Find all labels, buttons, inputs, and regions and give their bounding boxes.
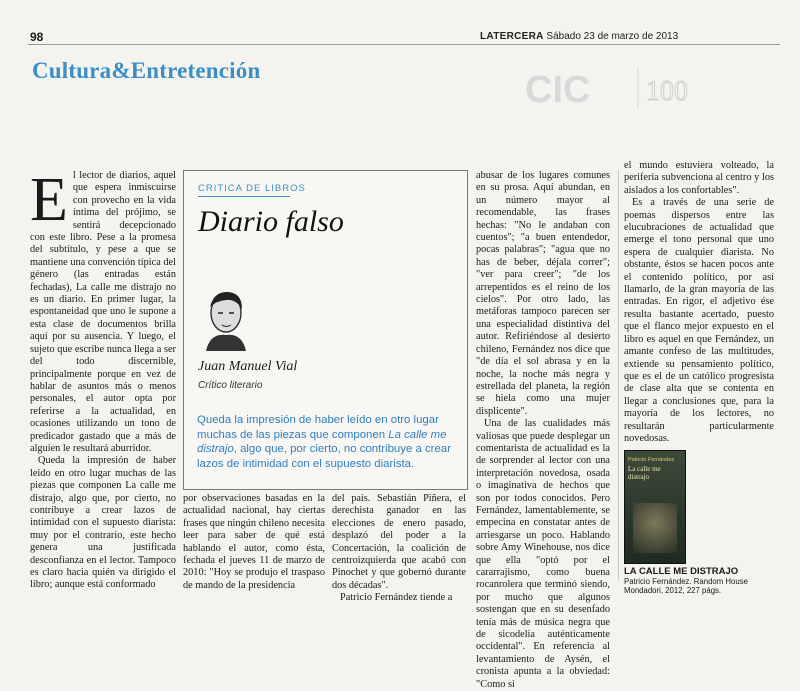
- masthead-brand: LATERCERA: [480, 31, 544, 42]
- cover-art: [633, 503, 677, 553]
- header-rule: [28, 44, 780, 45]
- column-divider: [618, 170, 619, 580]
- book-cover-title: La calle me distrajo: [628, 465, 661, 481]
- book-cover-author: Patricio Fernández: [628, 457, 675, 463]
- logo-number: 100: [646, 76, 688, 107]
- pull-quote: [197, 413, 462, 471]
- body-column-4: [476, 170, 610, 691]
- paragraph: del país. Sebastián Piñera, el derechista ganador en las elecciones de enero pasado, desplazó del poder a la Concertación, la coalición de centroizquierda que acabó con Pinochet y que gobernó durante dos décadas".: [332, 493, 466, 591]
- book-title: LA CALLE ME DISTRAJO: [624, 566, 739, 577]
- kicker: CRITICA DE LIBROS: [198, 183, 306, 194]
- masthead-date: Sábado 23 de marzo de 2013: [546, 31, 679, 42]
- logo-text: CIC: [525, 69, 591, 110]
- headline: Diario falso: [198, 205, 344, 238]
- paragraph: l lector de diarios, aquel que espera inmiscuirse con provecho en la vida íntima del prójimo, se sentirá decepcionado con este libro. Pese a la promesa del subtítulo, y pese a que se mantiene una convención típica del género (las entradas están fechadas), La calle me distrajo no es un diario. En primer lugar, la espontaneidad que uno le supone a esta clase de documentos brilla aquí por su ausencia. Y luego, el sujeto que escribe nunca llega a ser del todo discernible, principalmente porque en vez de hablar de asuntos más o menos personales, el autor opta por referirse a la actualidad, en ocasiones utilizando un tono de predicador gastado que a más de alguien le resultará aburridor.: [30, 170, 176, 454]
- body-column-1: [30, 166, 176, 592]
- author-role: Crítico literario: [198, 380, 263, 391]
- pull-quote-text: Queda la impresión de haber leído en otro lugar muchas de las piezas que componen: [197, 414, 439, 441]
- paragraph: Patricio Fernández tiende a: [340, 592, 453, 604]
- body-column-2: [183, 493, 325, 592]
- masthead: [480, 31, 678, 42]
- pull-quote-text-end: , algo que, por cierto, no contribuye a crear lazos de intimidad con el supuesto diarista.: [197, 443, 451, 470]
- paragraph: por observaciones basadas en la actualidad nacional, hay ciertas frases que ningún chileno necesita leer para saber de qué está hablando el autor, como ésta, fechada el jueves 11 de marzo de 2010: "Hoy se produjo el traspaso de mando de la presidencia: [183, 493, 325, 591]
- drop-cap: E: [30, 166, 68, 234]
- paragraph: abusar de los lugares comunes en su prosa. Aquí abundan, en un número mayor al recomendable, las frases hechas: "No le andaban con cuentos"; "a buen entendedor, pocas palabras"; "agua que no has de beber, déjala correr"; "ver para creer"; "de los arrepentidos es el reino de los cielos". Por otro lado, las metáforas tampoco parecen ser una especialidad distintiva del autor. Refiriéndose al desierto chileno, Fernández nos dice que "de día el sol abrasa y en la noche, la noche más negra y estrellada del planeta, la región se hiela como una mujer displicente".: [476, 170, 610, 417]
- section-title: Cultura&Entretención: [32, 58, 261, 83]
- page-number: 98: [30, 30, 44, 44]
- paragraph: Es a través de una serie de poemas dispersos entre las elucubraciones de actualidad que emerge el tono personal que uno espera de cualquier diarista. No obstante, éstos se hacen pocos ante el contenido político, por así llamarlo, de la gran mayoría de las entradas. En rigor, el adjetivo ése resulta bastante acertado, puesto que el flanco mejor expuesto en el libro es aquel en que Fernández, un amante confeso de las multitudes, extiende su pensamiento político, que es el de un católico progresista de clase alta que se contenta en llegar a conclusiones que, para la mayoría de los lectores, no resultarán particularmente novedosas.: [624, 197, 774, 444]
- book-info: Patricio Fernández. Random House Mondadori, 2012, 227 págs.: [624, 577, 748, 595]
- author-name: Juan Manuel Vial: [198, 359, 298, 374]
- paragraph: el mundo estuviera volteado, la periferia subvenciona al centro y los aislados a los confortables".: [624, 160, 774, 196]
- pull-quote-title: La calle me distrajo: [197, 428, 447, 455]
- book-cover-image: [624, 450, 686, 564]
- body-column-5: [624, 160, 774, 445]
- paragraph: Una de las cualidades más valiosas que puede desplegar un comentarista de actualidad es la de sorprender al lector con una interpretación novedosa, osada o imaginativa de hechos que son por todos conocidos. Pero Fernández, lamentablemente, se empecina en constatar antes de arriesgarse un poco. Hablando sobre Amy Winehouse, nos dice que ella "optó por el cararrajismo, como buena rocanrolera que terminó siendo, por mucho que algunos sostengan que en su desenfado tenía más de música negra que de sicodelia auténticamente occidental". En referencia al levantamiento de Aysén, el cronista apunta a la obviedad: "Como si: [476, 418, 610, 690]
- kicker-rule: [198, 196, 290, 197]
- paragraph: Queda la impresión de haber leído en otro lugar muchas de las piezas que componen La calle me distrajo, algo que, por cierto, no contribuye a crear lazos de intimidad con el supuesto diarista: muy por el contrario, este hecho genera una justificada desconfianza en el lector. Tampoco es claro hacia quién va dirigido el libro; aunque está conformado: [30, 455, 176, 591]
- body-column-3: [332, 493, 466, 605]
- cic-watermark-logo: [520, 64, 730, 110]
- author-portrait: [200, 285, 252, 351]
